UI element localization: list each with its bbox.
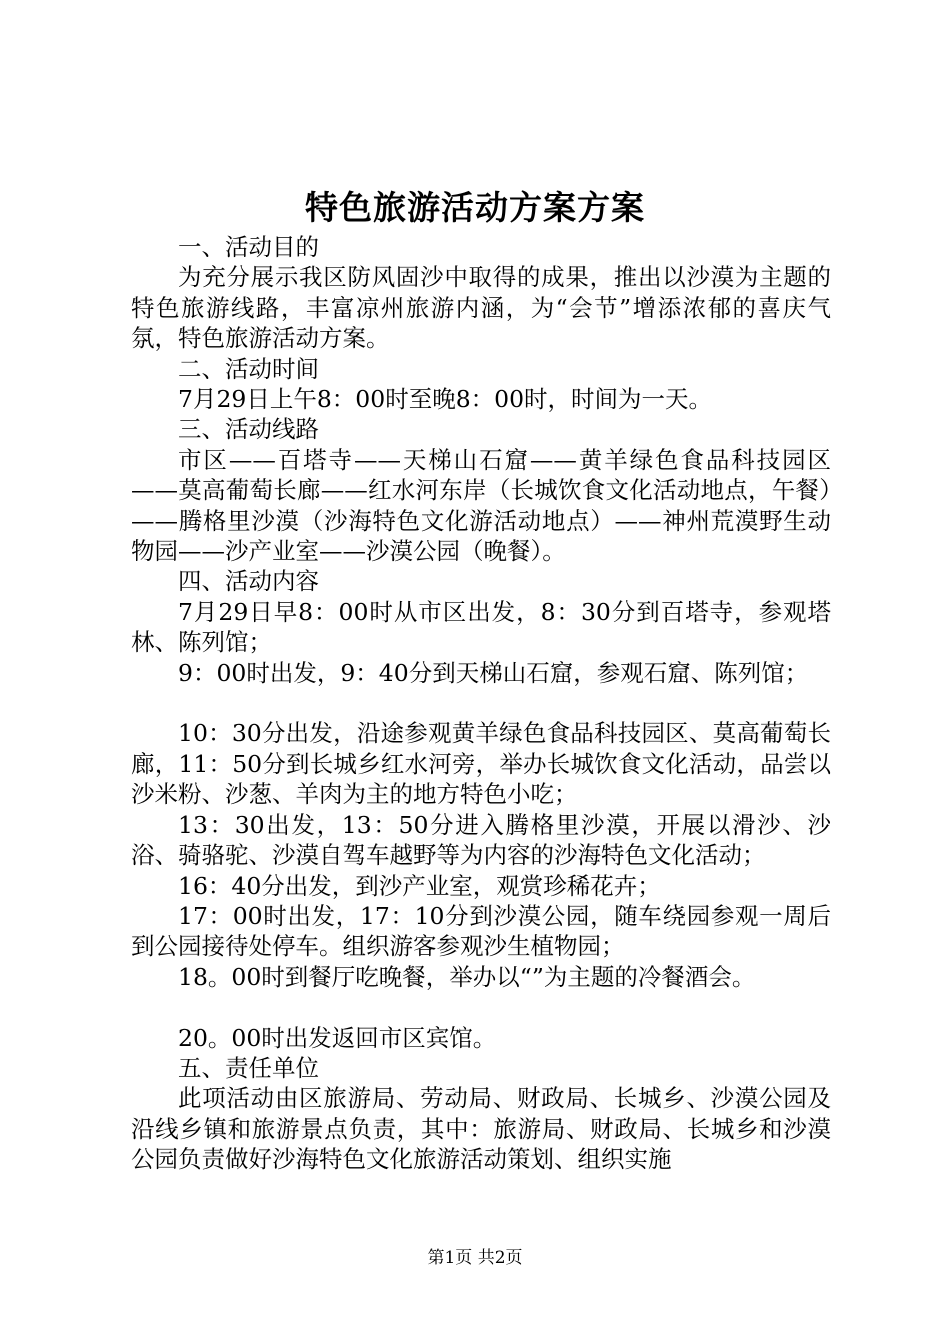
- paragraph-schedule-0800: 7月29日早8：00时从市区出发，8：30分到百塔寺，参观塔林、陈列馆；: [131, 597, 831, 657]
- document-body: [131, 232, 831, 1175]
- document-title: 特色旅游活动方案方案: [305, 188, 645, 227]
- section-heading-purpose: 一、活动目的: [178, 233, 319, 261]
- paragraph-route: 市区——百塔寺——天梯山石窟——黄羊绿色食品科技园区——莫高葡萄长廊——红水河东岸（长城饮食文化活动地点，午餐）——腾格里沙漠（沙海特色文化游活动地点）——神州荒漠野生动物园——沙产业室——沙漠公园（晚餐）。: [131, 445, 831, 566]
- paragraph-schedule-1800: 18。00时到餐厅吃晚餐，举办以“”为主题的冷餐酒会。: [178, 962, 756, 991]
- section-heading-content: 四、活动内容: [178, 567, 319, 596]
- section-heading-route: 三、活动线路: [178, 415, 319, 444]
- section-heading-responsibility: 五、责任单位: [178, 1053, 319, 1082]
- paragraph-responsibility: 此项活动由区旅游局、劳动局、财政局、长城乡、沙漠公园及沿线乡镇和旅游景点负责，其中：旅游局、财政局、长城乡和沙漠公园负责做好沙海特色文化旅游活动策划、组织实施: [131, 1084, 831, 1174]
- paragraph-time: 7月29日上午8：00时至晚8：00时，时间为一天。: [178, 385, 713, 414]
- section-heading-time: 二、活动时间: [178, 354, 319, 383]
- paragraph-purpose: 为充分展示我区防风固沙中取得的成果，推出以沙漠为主题的特色旅游线路，丰富凉州旅游内涵，为“会节”增添浓郁的喜庆气氛，特色旅游活动方案。: [131, 263, 831, 353]
- paragraph-schedule-1640: 16：40分出发，到沙产业室，观赏珍稀花卉；: [178, 871, 661, 900]
- page-footer: 第1页 共2页: [427, 1248, 523, 1268]
- paragraph-schedule-1030: 10：30分出发，沿途参观黄羊绿色食品科技园区、莫高葡萄长廊，11：50分到长城乡红水河旁，举办长城饮食文化活动，品尝以沙米粉、沙葱、羊肉为主的地方特色小吃；: [131, 719, 831, 809]
- paragraph-schedule-0900: 9：00时出发，9：40分到天梯山石窟，参观石窟、陈列馆；: [178, 658, 809, 687]
- paragraph-schedule-1700: 17：00时出发，17：10分到沙漠公园，随车绕园参观一周后到公园接待处停车。组织游客参观沙生植物园；: [131, 901, 831, 961]
- paragraph-schedule-1330: 13：30出发，13：50分进入腾格里沙漠，开展以滑沙、沙浴、骑骆驼、沙漠自驾车越野等为内容的沙海特色文化活动；: [131, 810, 831, 870]
- paragraph-schedule-2000: 20。00时出发返回市区宾馆。: [178, 1023, 497, 1052]
